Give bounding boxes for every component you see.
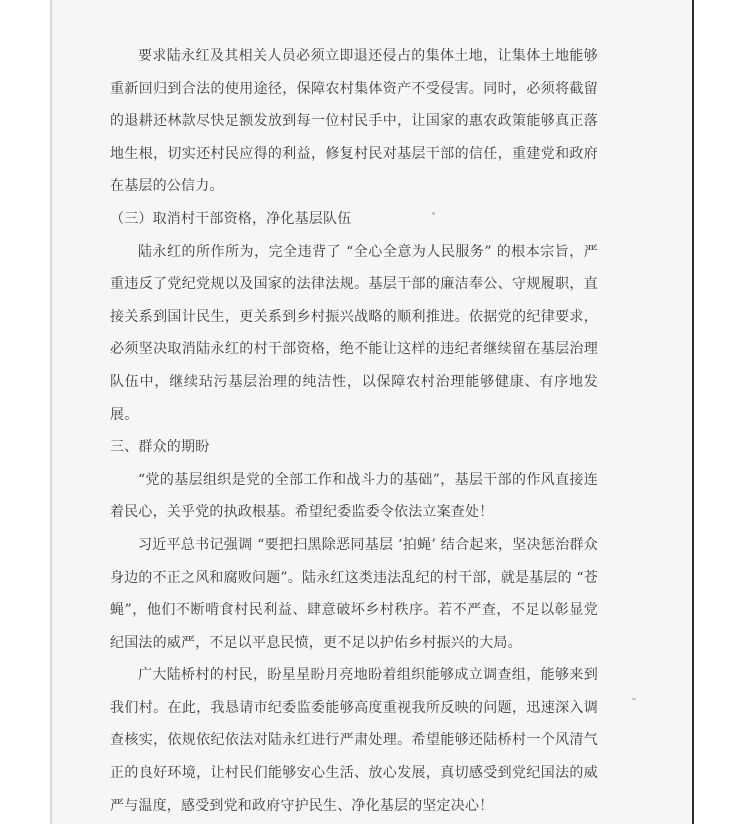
paragraph-villager-appeal: 广大陆桥村的村民，盼星星盼月亮地盼着组织能够成立调查组，能够来到我们村。在此，我恳请市纪委监委能够高度重视我所反映的问题，迅速深入调查核实，依规依纪依法对陆永红进行严肃处理。希望能够还陆桥村一个风清气正的良好环境，让村民们能够安心生活、放心发展，真切感受到党纪国法的威严与温度，感受到党和政府守护民生、净化基层的坚定决心！ xyxy=(110,667,598,814)
paragraph-party-foundation: “党的基层组织是党的全部工作和战斗力的基础”，基层干部的作风直接连着民心，关乎党的执政根基。希望纪委监委令依法立案查处！ xyxy=(110,471,598,521)
paragraph-xi-quote: 习近平总书记强调 “要把扫黑除恶同基层 ‘拍蝇’ 结合起来，坚决惩治群众身边的不正之风和腐败问题”。陆永红这类违法乱纪的村干部，就是基层的 “苍蝇”，他们不断啃食村民利益、肆意破坏乡村秩序。若不严查，不足以彰显党纪国法的威严，不足以平息民愤，更不足以护佑乡村振兴的大局。 xyxy=(110,536,598,651)
section-heading-public-expectation: 三、群众的期盼 xyxy=(110,439,210,456)
document-body xyxy=(110,40,598,822)
paragraph-cancel-qualification: 陆永红的所作所为，完全违背了 “全心全意为人民服务” 的根本宗旨，严重违反了党纪党规以及国家的法律法规。基层干部的廉洁奉公、守规履职，直接关系到国计民生，更关系到乡村振兴战略的顺利推进。依据党的纪律要求，必须坚决取消陆永红的村干部资格，绝不能让这样的违纪者继续留在基层治理队伍中，继续玷污基层治理的纯洁性，以保障农村治理能够健康、有序地发展。 xyxy=(110,243,598,423)
section-heading-cancel-qualification: （三）取消村干部资格，净化基层队伍 xyxy=(110,210,352,227)
right-margin xyxy=(694,0,745,824)
left-margin xyxy=(0,0,51,824)
scan-speck xyxy=(632,698,636,700)
paragraph-return-land: 要求陆永红及其相关人员必须立即退还侵占的集体土地，让集体土地能够重新回归到合法的使用途径，保障农村集体资产不受侵害。同时，必须将截留的退耕还林款尽快足额发放到每一位村民手中，让国家的惠农政策能够真正落地生根，切实还村民应得的利益，修复村民对基层干部的信任，重建党和政府在基层的公信力。 xyxy=(110,48,598,195)
